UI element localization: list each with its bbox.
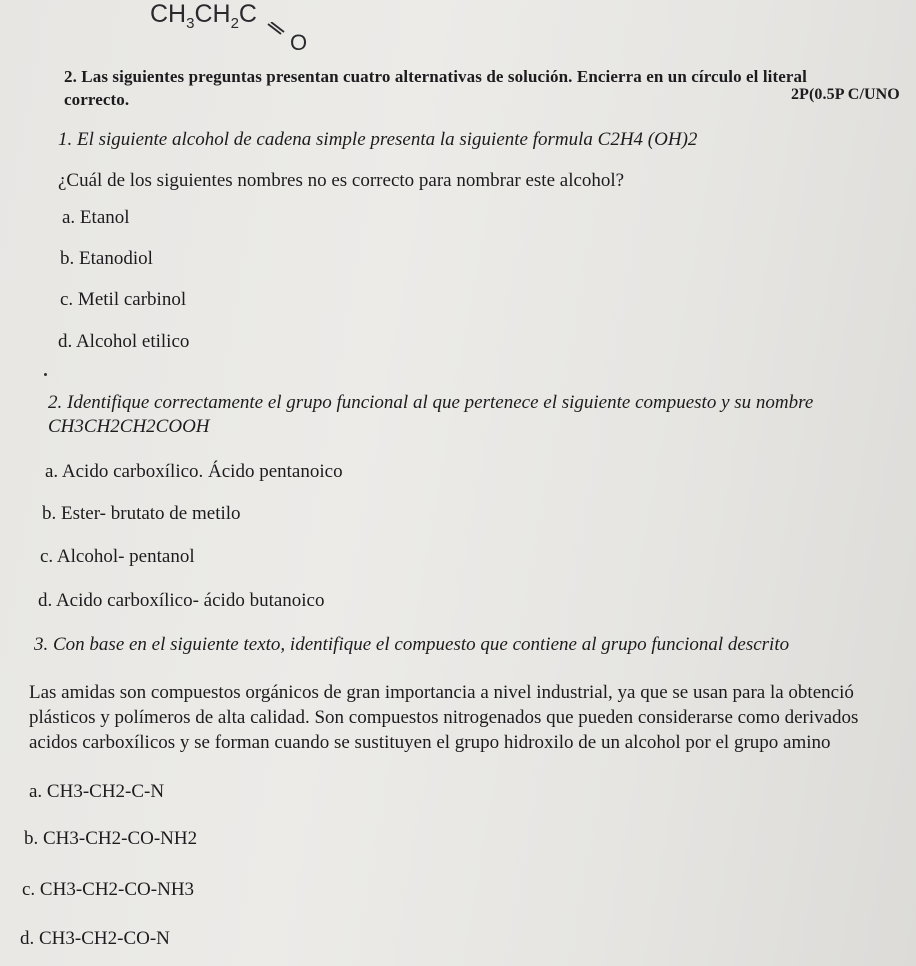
question-3-paragraph-line1: Las amidas son compuestos orgánicos de gran importancia a nivel industrial, ya que se usan para la obtenció (29, 682, 854, 703)
question-3-text: 3. Con base en el siguiente texto, identifique el compuesto que contiene al grupo funcional descrito (34, 634, 790, 655)
question-1-option-a[interactable]: a. Etanol (62, 207, 130, 228)
formula-carbon: C (238, 0, 257, 28)
question-3-option-b[interactable]: b. CH3-CH2-CO-NH2 (24, 828, 198, 849)
question-2-option-c[interactable]: c. Alcohol- pentanol (40, 546, 195, 567)
question-1-subquestion: ¿Cuál de los siguientes nombres no es correcto para nombrar este alcohol? (58, 170, 625, 191)
question-3-option-d[interactable]: d. CH3-CH2-CO-N (20, 928, 170, 949)
question-2-option-d[interactable]: d. Acido carboxílico- ácido butanoico (38, 590, 325, 611)
question-3-paragraph-line2: plásticos y polímeros de alta calidad. Son compuestos nitrogenados que pueden considerarse como derivados (29, 707, 859, 728)
points-label: 2P(0.5P C/UNO (791, 86, 900, 103)
question-3-option-c[interactable]: c. CH3-CH2-CO-NH3 (22, 879, 195, 900)
question-1-text: 1. El siguiente alcohol de cadena simple presenta la siguiente formula C2H4 (OH)2 (58, 129, 698, 150)
question-3-paragraph-line3: acidos carboxílicos y se forman cuando se sustituyen el grupo hidroxilo de un alcohol por el grupo amino (29, 732, 831, 753)
question-2-compound: CH3CH2CH2COOH (48, 416, 210, 437)
question-1-option-d[interactable]: d. Alcohol etilico (58, 331, 190, 352)
question-3-option-a[interactable]: a. CH3-CH2-C-N (29, 781, 165, 802)
question-2-text: 2. Identifique correctamente el grupo funcional al que pertenece el siguiente compuesto y su nombre (48, 392, 814, 413)
formula-ch2: $CH_2$ (194, 0, 239, 32)
formula-ch3: $CH_3$ (150, 0, 195, 32)
question-1-option-b[interactable]: b. Etanodiol (60, 248, 153, 269)
question-1-option-c[interactable]: c. Metil carbinol (60, 289, 187, 310)
paper-speck (44, 373, 47, 376)
formula-oxygen: O (290, 30, 308, 55)
question-2-option-a[interactable]: a. Acido carboxílico. Ácido pentanoico (45, 461, 343, 482)
header-formula (150, 0, 257, 32)
double-bond-icon (266, 22, 286, 38)
section-heading-line1: 2. Las siguientes preguntas presentan cuatro alternativas de solución. Encierra en un círculo el literal (64, 67, 807, 86)
question-2-option-b[interactable]: b. Ester- brutato de metilo (42, 503, 241, 524)
section-heading-line2: correcto. (64, 90, 130, 109)
